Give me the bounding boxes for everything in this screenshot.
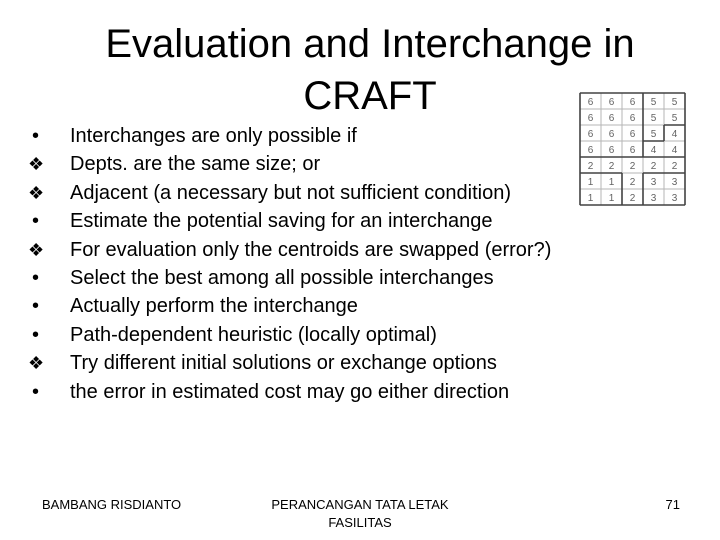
grid-cell-label: 3 [650,193,657,204]
bullet-item [28,236,708,264]
grid-cell-label: 3 [671,193,678,204]
round-bullet-icon: • [32,125,40,147]
diamond-bullet-icon: ❖ [28,239,45,260]
bullet-text: the error in estimated cost may go either direction [70,380,510,403]
bullet-item [28,349,708,377]
bullet-text: Try different initial solutions or exchange options [70,352,497,375]
grid-cell-label: 2 [629,161,636,172]
grid-cell-label: 6 [608,97,615,108]
bullet-text: Select the best among all possible interchanges [70,267,494,290]
grid-cell-label: 6 [587,113,594,124]
grid-cell-label: 2 [629,177,636,188]
round-bullet-icon: • [32,323,40,346]
grid-cell-label: 1 [587,193,594,204]
round-bullet-icon: • [32,267,40,290]
grid-cell-label: 6 [587,97,594,108]
grid-cell-label: 4 [650,145,657,156]
grid-cell-label: 6 [587,129,594,140]
grid-cell-label: 5 [650,113,657,124]
round-bullet-icon: • [32,210,40,233]
grid-cell-label: 1 [587,177,594,188]
footer-author: BAMBANG RISDIANTO [42,497,182,512]
bullet-item [28,292,708,320]
bullet-item [28,207,708,235]
bullet-text: Actually perform the interchange [70,295,358,318]
grid-cell-label: 3 [650,177,657,188]
grid-cell-label: 2 [650,161,657,172]
bullet-item [28,378,708,406]
bullet-text: Interchanges are only possible if [70,125,357,147]
title-line-1: Evaluation and Interchange in [105,22,635,66]
grid-cell-label: 2 [629,193,636,204]
grid-cell-label: 2 [671,161,678,172]
bullet-list [28,122,708,406]
diamond-bullet-icon: ❖ [28,182,45,203]
grid-cell-label: 5 [671,97,678,108]
grid-cell-label: 3 [671,177,678,188]
bullet-text: Adjacent (a necessary but not sufficient condition) [70,181,511,204]
page-number: 71 [665,497,680,512]
grid-cell-label: 6 [608,145,615,156]
grid-cell-label: 6 [629,97,636,108]
diamond-bullet-icon: ❖ [28,154,45,175]
grid-cell-label: 6 [629,145,636,156]
grid-cell-label: 4 [671,129,678,140]
bullet-item [28,150,708,178]
grid-cell-label: 6 [587,145,594,156]
diamond-bullet-icon: ❖ [28,353,45,374]
bullet-text: Estimate the potential saving for an interchange [70,210,493,233]
grid-cell-label: 6 [629,113,636,124]
grid-cell-label: 2 [587,161,594,172]
grid-cell-label: 5 [671,113,678,124]
footer-course: PERANCANGAN TATA LETAK FASILITAS [271,497,449,530]
grid-cell-label: 1 [608,177,615,188]
round-bullet-icon: • [32,295,40,318]
grid-cell-label: 5 [650,97,657,108]
bullet-text: For evaluation only the centroids are swapped (error?) [70,238,552,261]
bullet-item [28,321,708,349]
bullet-text: Depts. are the same size; or [70,153,321,176]
grid-cell-label: 5 [650,129,657,140]
grid-cell-label: 6 [629,129,636,140]
round-bullet-icon: • [32,380,40,403]
bullet-item [28,264,708,292]
grid-cell-label: 4 [671,145,678,156]
bullet-text: Path-dependent heuristic (locally optimal) [70,323,437,346]
grid-cell-label: 1 [608,193,615,204]
grid-cell-label: 2 [608,161,615,172]
grid-cell-label: 6 [608,113,615,124]
title-line-2: CRAFT [303,74,437,118]
grid-cell-label: 6 [608,129,615,140]
bullet-item [28,179,708,207]
bullet-item [28,122,708,150]
